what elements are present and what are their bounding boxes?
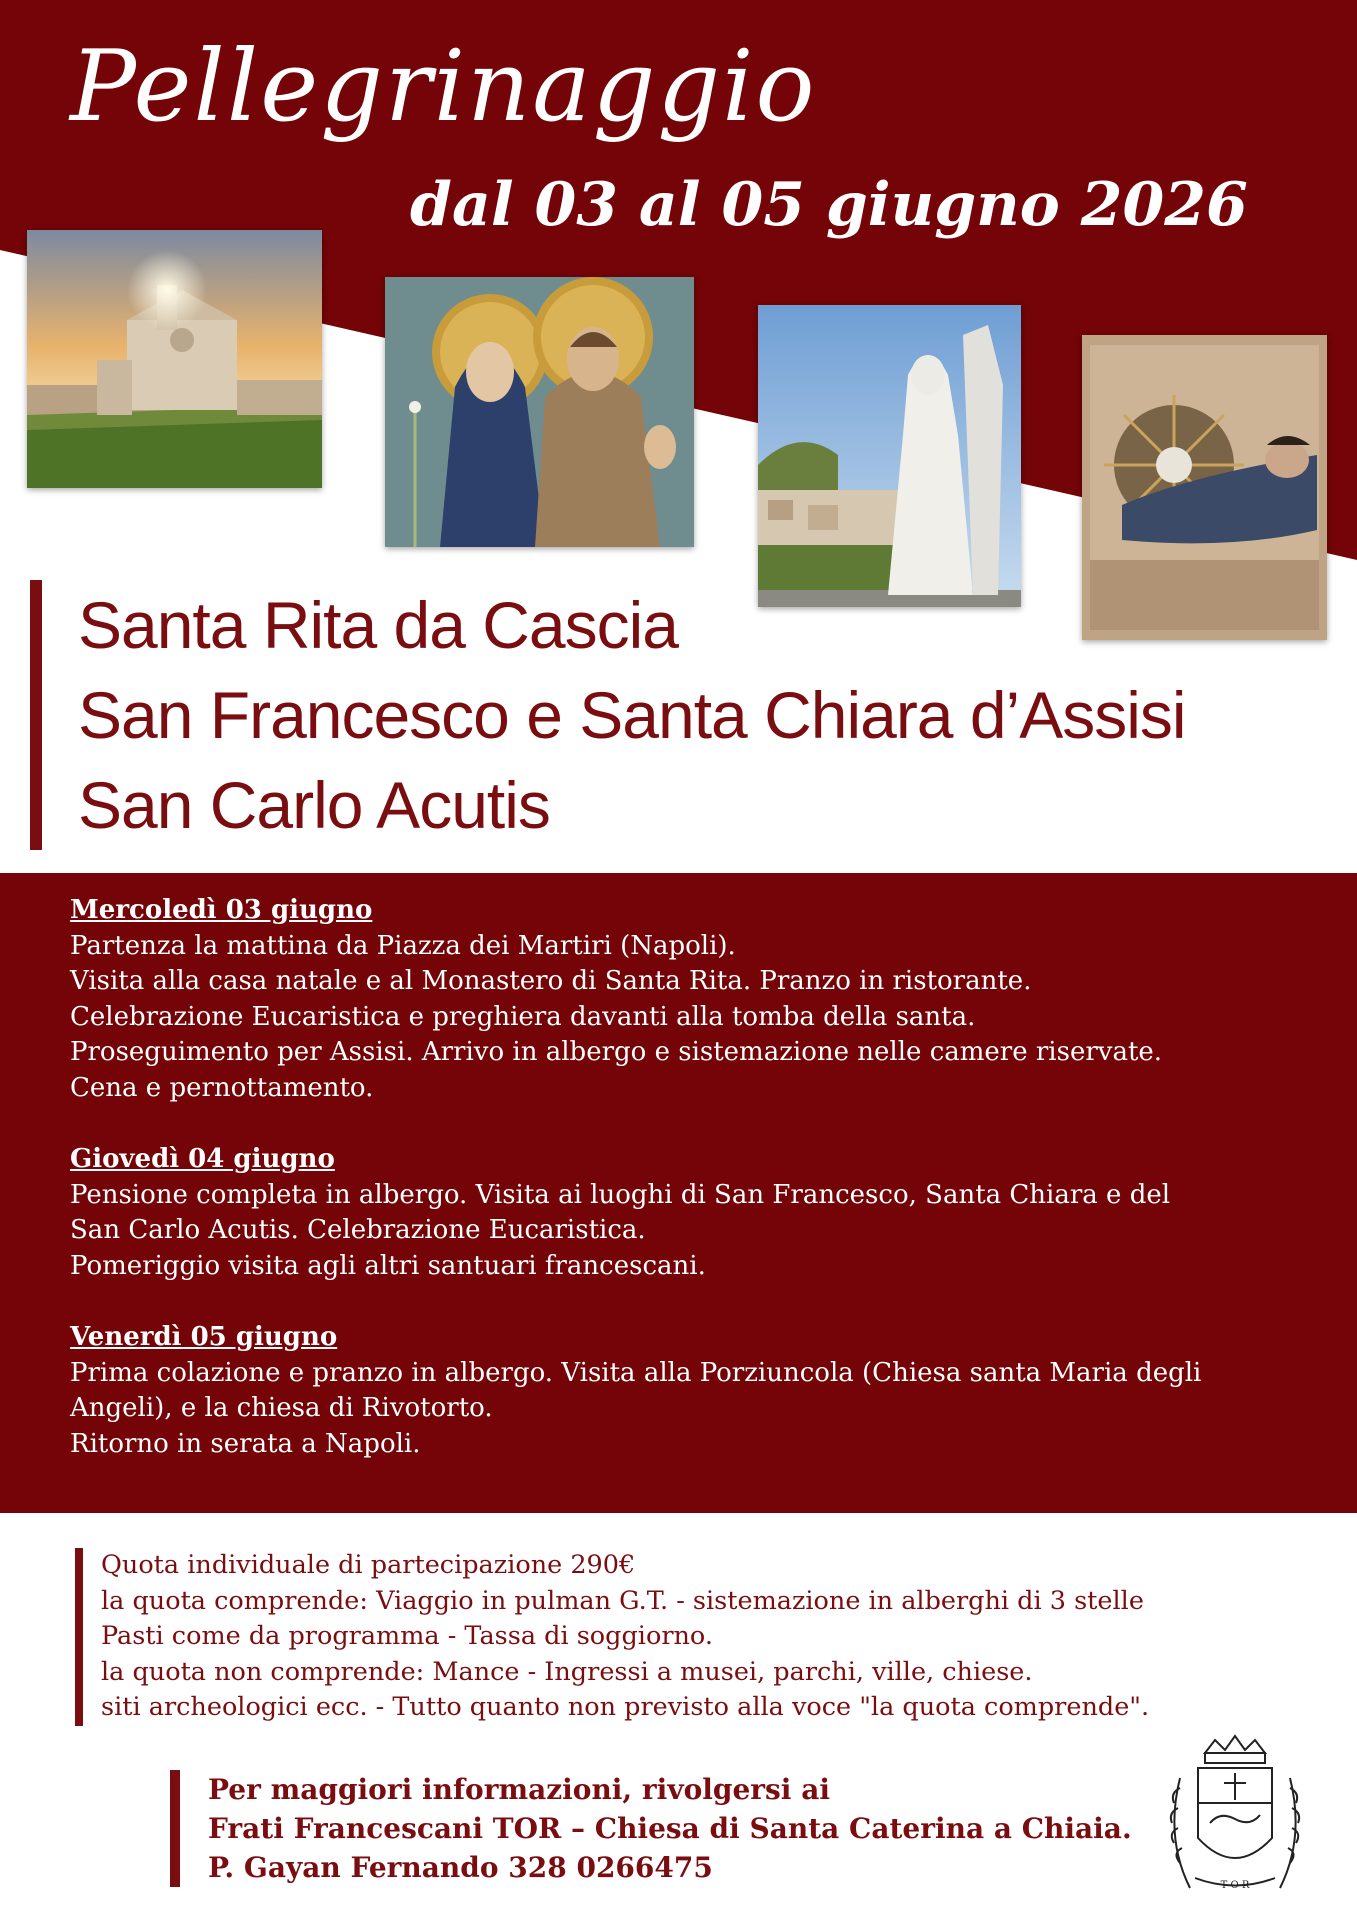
program-line: Pensione completa in albergo. Visita ai luoghi di San Francesco, Santa Chiara e del	[70, 1179, 1171, 1210]
day-title: Giovedì 04 giugno	[70, 1144, 335, 1174]
day-title: Venerdì 05 giugno	[70, 1322, 338, 1352]
day-2	[70, 1142, 1350, 1284]
page-title: Pellegrinaggio	[70, 30, 817, 144]
contact-line: Per maggiori informazioni, rivolgersi ai	[208, 1773, 830, 1806]
includes-line: la quota comprende: Viaggio in pulman G.T. - sistemazione in alberghi di 3 stelle	[101, 1585, 1144, 1616]
franciscan-crest-logo	[1160, 1728, 1310, 1898]
includes-line: Pasti come da programma - Tassa di soggiorno.	[101, 1621, 713, 1651]
program-line: Celebrazione Eucaristica e preghiera davanti alla tomba della santa.	[70, 1001, 976, 1032]
program-line: San Carlo Acutis. Celebrazione Eucaristica.	[70, 1215, 646, 1245]
program-line: Partenza la mattina da Piazza dei Martiri (Napoli).	[70, 930, 736, 961]
saints-list	[30, 580, 1186, 850]
contact-info	[170, 1770, 1132, 1887]
saints-painting-photo	[385, 277, 694, 547]
statue-town-photo	[758, 305, 1021, 607]
day-1	[70, 893, 1350, 1106]
day-title: Mercoledì 03 giugno	[70, 895, 373, 925]
contact-phone: P. Gayan Fernando 328 0266475	[208, 1851, 713, 1884]
program-line: Angeli), e la chiesa di Rivotorto.	[70, 1393, 493, 1423]
saints-francesco-chiara: San Francesco e Santa Chiara d’Assisi	[78, 678, 1186, 752]
program-section	[0, 873, 1357, 1513]
program-line: Proseguimento per Assisi. Arrivo in albergo e sistemazione nelle camere riservate.	[70, 1037, 1163, 1067]
program-line: Cena e pernottamento.	[70, 1072, 374, 1103]
program-line: Pomeriggio visita agli altri santuari francescani.	[70, 1250, 706, 1281]
crest-motto: T O R	[1220, 1880, 1250, 1891]
excludes-line: la quota non comprende: Mance - Ingressi a musei, parchi, ville, chiese.	[101, 1656, 1033, 1687]
program-line: Prima colazione e pranzo in albergo. Visita alla Porziuncola (Chiesa santa Maria degli	[70, 1357, 1202, 1388]
day-3	[70, 1320, 1350, 1462]
contact-line: Frati Francescani TOR – Chiesa di Santa Caterina a Chiaia.	[208, 1812, 1132, 1845]
program-line: Ritorno in serata a Napoli.	[70, 1428, 421, 1459]
program-line: Visita alla casa natale e al Monastero di Santa Rita. Pranzo in ristorante.	[70, 966, 1032, 996]
pilgrimage-dates: dal 03 al 05 giugno 2026	[410, 170, 1248, 240]
saint-rita: Santa Rita da Cascia	[78, 588, 679, 662]
price-info	[75, 1548, 1149, 1726]
saint-carlo-acutis: San Carlo Acutis	[78, 768, 550, 842]
price-line: Quota individuale di partecipazione 290€	[101, 1550, 636, 1580]
basilica-photo	[27, 230, 322, 488]
excludes-line: siti archeologici ecc. - Tutto quanto non previsto alla voce "la quota comprende".	[101, 1692, 1150, 1722]
